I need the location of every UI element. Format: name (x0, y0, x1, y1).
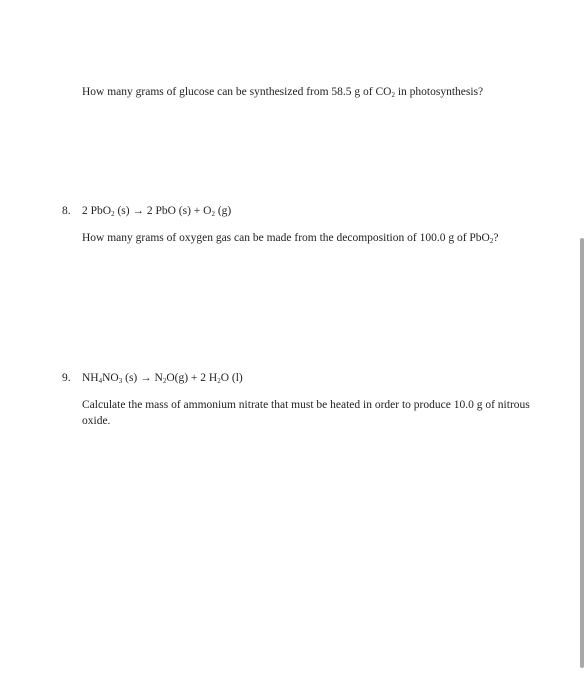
q7-text-2: in photosynthesis? (394, 86, 484, 98)
vertical-scrollbar[interactable] (580, 238, 584, 668)
q9-eq-a-sub: 4 (98, 377, 103, 385)
q9-eq-b: NO (102, 372, 119, 384)
q9-eq-c: (s) → N (122, 372, 163, 384)
q9-eq-d-sub: 2 (217, 377, 221, 385)
q8-eq-a: 2 PbO (82, 205, 112, 217)
q8-text-1: How many grams of oxygen gas can be made from the decomposition of 100.0 g of PbO (82, 232, 490, 244)
question-8-equation (82, 203, 231, 219)
question-9-number: 9. (62, 372, 71, 384)
q9-eq-c-sub: 2 (162, 377, 167, 385)
q9-eq-d: O(g) + 2 H (166, 372, 218, 384)
question-9-equation (82, 370, 243, 386)
q8-eq-b: (s) → 2 PbO (s) + O (114, 205, 212, 217)
question-8-prompt (82, 230, 498, 246)
q8-eq-c: (g) (214, 205, 232, 217)
q8-sub: 2 (489, 237, 494, 245)
question-8-number: 8. (62, 205, 71, 217)
q7-text-1: How many grams of glucose can be synthesized from 58.5 g of CO (82, 86, 392, 98)
q7-sub: 2 (391, 91, 395, 99)
question-9-prompt: Calculate the mass of ammonium nitrate that must be heated in order to produce 10.0 g of nitrous oxide. (82, 399, 530, 427)
q9-eq-e: O (l) (220, 372, 243, 384)
question-7-prompt (82, 84, 483, 100)
q9-eq-b-sub: 3 (118, 377, 123, 385)
q8-text-2: ? (493, 232, 499, 244)
q8-eq-a-sub: 2 (111, 210, 115, 218)
q9-eq-a: NH (82, 372, 99, 384)
q8-eq-b-sub: 2 (211, 210, 215, 218)
